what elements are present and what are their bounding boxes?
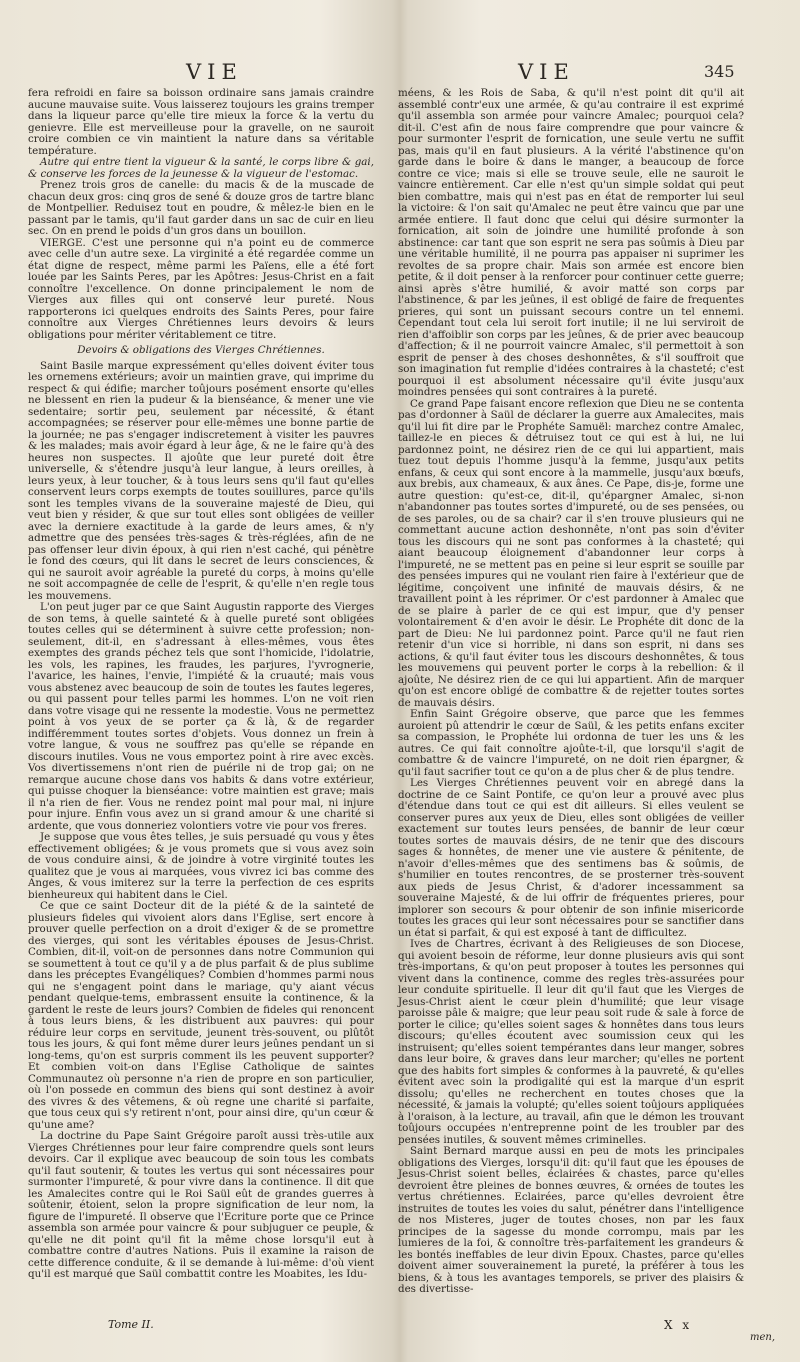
page-number: 345 — [704, 62, 735, 81]
paragraph: méens, & les Rois de Saba, & qu'il n'est point dit qu'il ait assemblé contr'eux une armée, & qu'au contraire il est exprimé qu'il assembla son armée pour vaincre Amalec; pourquoi cela? dit-il. C'est afin de nous faire comprendre que pour vaincre & pour surmonter l'esprit de fornication, une seule vertu ne suffit pas, mais qu'il en faut plusieurs. A la vérité l'abstinence qu'on garde dans le boire & dans le manger, a beaucoup de force contre ce vice; mais si elle se trouve seule, elle ne sauroit le vaincre entièrement. Car elle n'est qu'un simple soldat qui peut bien combattre, mais qui n'est pas en état de remporter lui seul la victoire: & l'on sait qu'Amalec ne peut être vaincu que par une armée entiere. Il faut donc que celui qui désire surmonter la fornication, ait soin de joindre une humilité profonde à son abstinence: car tant que son esprit ne sera pas soûmis à Dieu par une véritable humilité, il ne pourra pas appaiser ni suprimer les revoltes de sa propre chair. Mais son armée est encore bien petite, & il doit penser à la renforcer pour continuer cette guerre; ainsi après s'être humilié, & avoir matté son corps par l'abstinence, & par les jeûnes, il est obligé de faire de frequentes prieres, qui sont un puissant secours contre un tel ennemi. Cependant tout cela lui seroit fort inutile; il ne lui serviroit de rien d'affoiblir son corps par les jeûnes, & de prier avec beaucoup d'affection; & il ne pourroit vaincre Amalec, s'il permettoit à son esprit de penser à des choses deshonnêtes, & s'il souffroit que son imagination fut remplie d'idées contraires à la chasteté; c'est pourquoi il est absolument nécessaire qu'il évite jusqu'aux moindres pensées qui sont contraires à la pureté. — [398, 87, 744, 398]
paragraph: fera refroidi en faire sa boisson ordinaire sans jamais craindre aucune mauvaise suite. Vous laisserez toujours les grains tremper dans la liqueur parce qu'elle tire mieux la force & la vertu du genievre. Elle est merveilleuse pour la gravelle, on ne sauroit croire combien ce vin maintient la nature dans sa véritable température. — [28, 87, 374, 157]
left-column — [28, 88, 374, 1281]
paragraph: Les Vierges Chrétiennes peuvent voir en abregé dans la doctrine de ce Saint Pontife, ce qu'on leur a prouvé avec plus d'étendue dans tout ce qui est dit ailleurs. Si elles veulent se conserver pures aux yeux de Dieu, elles sont obligées de veiller exactement sur toutes leurs pensées, de bannir de leur cœur toutes sortes de mauvais désirs, de ne tenir que des discours sages & honnêtes, de mener une vie austere & pénitente, de n'avoir d'elles-mêmes que des sentimens bas & soûmis, de s'humilier en toutes rencontres, de se prosterner très-souvent aux pieds de Jesus Christ, & d'adorer incessamment sa souveraine Majesté, & de lui offrir de fréquentes prieres, pour implorer son secours & pour obtenir de son infinie misericorde toutes les graces qui leur sont nécessaires pour se sanctifier dans un état si parfait, & qui est exposé à tant de difficultez. — [398, 777, 744, 939]
signature-mark: X x — [664, 1318, 693, 1332]
paragraph: Je suppose que vous êtes telles, je suis persuadé qu vous y êtes effectivement obligées; & je vous promets que si vous avez soin de vous conduire ainsi, & de joindre à votre virginité toutes les qualitez que je vous ai marquées, vous vivrez ici bas comme des Anges, & vous imiterez sur la terre la perfection de ces esprits bienheureux qui habitent dans le Ciel. — [28, 831, 374, 901]
paragraph: Saint Bernard marque aussi en peu de mots les principales obligations des Vierges, lorsqu'il dit: qu'il faut que les épouses de Jesus-Christ soient belles, éclairées & chastes, parce qu'elles devroient être pleines de bonnes œuvres, & ornées de toutes les vertus chrétiennes. Eclairées, parce qu'elles devroient être instruites de toutes les voies du salut, pénétrer dans l'intelligence de nos Misteres, juger de toutes choses, non par les faux principes de la sagesse du monde corrompu, mais par les lumieres de la foi, & connoître très-parfaitement les grandeurs & les bontés ineffables de leur divin Epoux. Chastes, parce qu'elles doivent aimer souverainement la pureté, la préférer à tous les biens, & à tous les avantages temporels, se priver des plaisirs & des divertisse- — [398, 1145, 744, 1295]
paragraph: Ce que ce saint Docteur dit de la piété & de la sainteté de plusieurs fideles qui vivoient alors dans l'Eglise, sert encore à prouver quelle perfection on a droit d'exiger & de se promettre des vierges, qui sont les véritables épouses de Jesus-Christ. Combien, dit-il, voit-on de personnes dans notre Communion qui se soumettent à tout ce qu'il y a de plus parfait & de plus sublime dans les préceptes Evangéliques? Combien d'hommes parmi nous qui ne s'engagent point dans le mariage, qu'y aiant vécus pendant quelque-tems, embrassent ensuite la continence, & la gardent le reste de leurs jours? Combien de fideles qui renoncent à tous leurs biens, & les distribuent aux pauvres: qui pour réduire leur corps en servitude, jeunent très-souvent, ou plûtôt tous les jours, & qui font même durer leurs jeûnes pendant un si long-tems, qu'on est surpris comment ils les peuvent supporter? Et combien voit-on dans l'Eglise Catholique de saintes Communautez où personne n'a rien de propre en son particulier, où l'on possede en commun des biens qui sont destinez à avoir des vivres & des vêtemens, & où regne une charité si parfaite, que tous ceux qui s'y retirent n'ont, pour ainsi dire, qu'un cœur & qu'une ame? — [28, 900, 374, 1131]
paragraph: Saint Basile marque expressément qu'elles doivent éviter tous les ornemens extérieurs; avoir un maintien grave, qui imprime du respect & qui édifie; marcher toûjours posément ensorte qu'elles ne blessent en rien la pudeur & la bienséance, & mener une vie sedentaire; sortir peu, seulement par nécessité, & étant accompagnées; se réserver pour elle-mêmes une bonne partie de la journée; ne pas s'engager indiscretement à visiter les pauvres & les malades; mais avoir égard à leur âge, & ne le faire qu'à des heures non suspectes. Il ajoûte que leur pureté doit être universelle, & s'étendre jusqu'à leur langue, à leurs oreilles, à leurs yeux, à leur toucher, & à tous leurs sens qu'il faut qu'elles conservent leurs corps exempts de toutes souillures, parce qu'ils sont les temples vivans de la souveraine majesté de Dieu, qui veut bien y résider, & que sur tout elles sont obligées de veiller avec la derniere exactitude à la garde de leurs ames, & n'y admettre que des pensées très-sages & très-réglées, afin de ne pas offenser leur divin époux, à qui rien n'est caché, qui pénètre le fond des cœurs, qui lit dans le secret de leurs consciences, & qui ne sauroit avoir agréable la pureté du corps, à moins qu'elle ne soit accompagnée de celle de l'esprit, & qu'elle n'en regle tous les mouvemens. — [28, 359, 374, 602]
catchword: men, — [750, 1332, 776, 1343]
paragraph: Prenez trois gros de canelle: du macis & de la muscade de chacun deux gros: cinq gros de sené & douze gros de tartre blanc de Montpellier. Reduisez tout en poudre, & mêlez-le bien en le passant par le tamis, qu'il faut garder dans un sac de cuir en lieu sec. On en prend le poids d'un gros dans un bouillon. — [28, 179, 374, 237]
right-column — [398, 88, 744, 1296]
running-head-left: VIE — [186, 60, 243, 84]
paragraph: L'on peut juger par ce que Saint Augustin rapporte des Vierges de son tems, à quelle sainteté & à quelle pureté sont obligées toutes celles qui se déterminent à suivre cette profession; non-seulement, dit-il, en s'adressant à elles-mêmes, vous êtes exemptes des grands péchez tels que sont l'homicide, l'idolatrie, les vols, les rapines, les fraudes, les parjures, l'yvrognerie, l'avarice, les haines, l'envie, l'impiété & la cruauté; mais vous vous abstenez avec beaucoup de soin de toutes les fautes legeres, ou qui passent pour telles parmi les hommes. L'on ne voit rien dans votre visage qui ne ressente la modestie. Vous ne permettez point à vos yeux de se porter ça & là, & de regarder indifféremment toutes sortes d'objets. Vous donnez un frein à votre langue, & vous ne souffrez pas qu'elle se répande en discours inutiles. Vous ne vous emportez point à rire avec excès. Vos divertissemens n'ont rien de puérile ni de trop gai; on ne remarque aucune chose dans vos habits & dans votre extérieur, qui puisse choquer la bienséance: votre maintien est grave; mais il n'a rien de fier. Vous ne rendez point mal pour mal, ni injure pour injure. Enfin vous avez un si grand amour & une charité si ardente, que vous donneriez volontiers votre vie pour vos freres. — [28, 601, 374, 832]
running-head-right: VIE — [518, 60, 575, 84]
paragraph: La doctrine du Pape Saint Grégoire paroît aussi très-utile aux Vierges Chrétiennes pour leur faire comprendre quels sont leurs devoirs. Car il explique avec beaucoup de soin tous les combats qu'il faut soutenir, & toutes les vertus qui sont nécessaires pour surmonter l'impureté, & pour vivre dans la continence. Il dit que les Amalecites contre qui le Roi Saül eût de grandes guerres à soûtenir, étoient, selon la propre signification de leur nom, la figure de l'impureté. Il observe que l'Ecriture porte que ce Prince assembla son armée pour vaincre & pour subjuguer ce peuple, & qu'elle ne dit point qu'il fit la même chose lorsqu'il eut à combattre contre d'autres Nations. Puis il examine la raison de cette difference conduite, & il se demande à lui-même: d'où vient qu'il est marqué que Saül combattit contre les Moabites, les Idu- — [28, 1130, 374, 1280]
paragraph: Ce grand Pape faisant encore reflexion que Dieu ne se contenta pas d'ordonner à Saül de déclarer la guerre aux Amalecites, mais qu'il lui fit dire par le Prophéte Samuël: marchez contre Amalec, taillez-le en pieces & détruisez tout ce qui est à lui, ne lui pardonnez point, ne désirez rien de ce qui lui appartient, mais tuez tout depuis l'homme jusqu'à la femme, jusqu'aux petits enfans, & ceux qui sont encore à la mammelle, jusqu'aux bœufs, aux brebis, aux chameaux, & aux ânes. Ce Pape, dis-je, forme une autre question: qu'est-ce, dit-il, qu'épargner Amalec, si-non n'abandonner pas toutes sortes d'impureté, ou de ses pensées, ou de ses paroles, ou de sa chair? car il s'en trouve plusieurs qui ne commettant aucune action deshonnête, n'ont pas soin d'éviter tous les discours qui ne sont pas conformes à la chasteté; qui aiant beaucoup éloignement d'abandonner leur corps à l'impureté, ne se mettent pas en peine si leur esprit se souille par des pensées impures qui ne voulant rien faire à l'extérieur que de légitime, conçoivent une infinité de mauvais désirs, & ne travaillent point à les réprimer. Or c'est pardonner à Amalec que de se plaire à parler de ce qui est impur, que d'y penser volontairement & d'en avoir le désir. Le Prophéte dit donc de la part de Dieu: Ne lui pardonnez point. Parce qu'il ne faut rien retenir d'un vice si horrible, ni dans son esprit, ni dans ses actions, & qu'il faut éviter tous les discours deshonnêtes, & tous les mouvemens qui peuvent porter le corps à la rebellion: & il ajoûte, Ne désirez rien de ce qui lui appartient. Afin de marquer qu'on est encore obligé de combattre & de rejetter toutes sortes de mauvais désirs. — [398, 397, 744, 709]
section-heading: Devoirs & obligations des Vierges Chrétiennes. — [77, 344, 325, 356]
volume-label: Tome II. — [108, 1318, 154, 1331]
paragraph: Ives de Chartres, écrivant à des Religieuses de son Diocese, qui avoient besoin de réforme, leur donne plusieurs avis qui sont très-importans, & qu'on peut proposer à toutes les personnes qui vivent dans la continence, comme des regles très-assurées pour leur conduite spirituelle. Il leur dit qu'il faut que les Vierges de Jesus-Christ aient le cœur plein d'humilité; que leur visage paroisse pâle & maigre; que leur peau soit rude & sale à force de porter le cilice; qu'elles soient sages & honnêtes dans tous leurs discours; qu'elles écoutent avec soumission ceux qui les instruisent; qu'elles soient tempérantes dans leur manger, sobres dans leur boire, & graves dans leur marcher; qu'elles ne portent que des habits fort simples & conformes à la pauvreté, & qu'elles évitent avec soin la prodigalité qui est la marque d'un esprit dissolu; qu'elles ne recherchent en toutes choses que la nécessité, & jamais la volupté; qu'elles soient toûjours appliquées à l'oraison, à la lecture, au travail, afin que le démon les trouvant toûjours occupées n'entreprenne point de les troubler par des pensées inutiles, & souvent mêmes criminelles. — [398, 938, 744, 1146]
recipe-heading: Autre qui entre tient la vigueur & la santé, le corps libre & gai, & conserve les forces de la jeunesse & la vigueur de l'estomac. — [28, 156, 374, 180]
paragraph: Enfin Saint Grégoire observe, que parce que les femmes auroient pû attendrir le cœur de Saül, & les petits enfans exciter sa compassion, le Prophéte lui ordonna de tuer les uns & les autres. Ce qui fait connoître ajoûte-t-il, que lorsqu'il s'agit de combattre & de vaincre l'impureté, on ne doit rien épargner, & qu'il faut sacrifier tout ce qu'on a de plus cher & de plus tendre. — [398, 708, 744, 778]
paragraph: VIERGE. C'est une personne qui n'a point eu de commerce avec celle d'un autre sexe. La virginité a été regardée comme un état digne de respect, même parmi les Païens, elle a été fort louée par les Saints Peres, par les Apôtres: Jesus-Christ en a fait connoître l'excellence. On donne principalement le nom de Vierges aux filles qui ont conservé leur pureté. Nous rapporterons ici quelques endroits des Saints Peres, pour faire connoître aux Vierges Chrétiennes leurs devoirs & leurs obligations pour mériter véritablement ce titre. — [28, 236, 374, 341]
